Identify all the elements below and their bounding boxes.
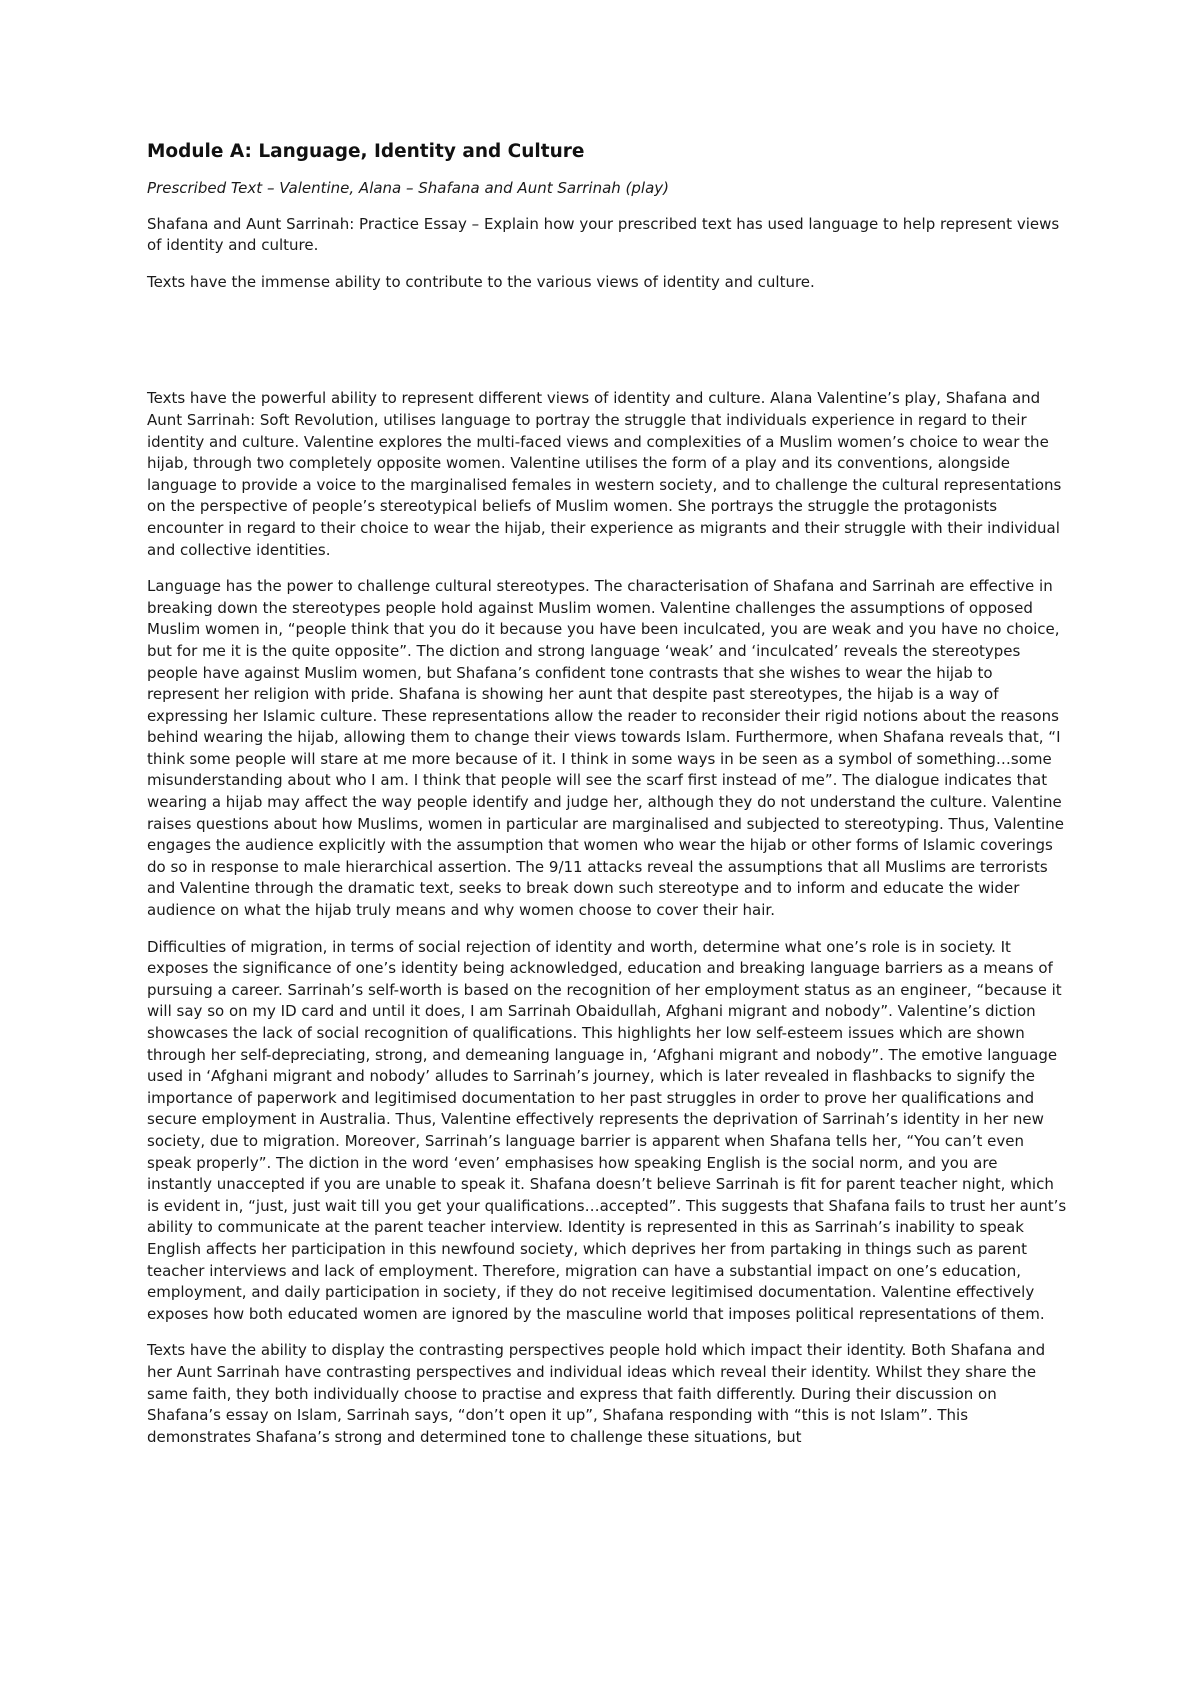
- essay-paragraph-1: Texts have the powerful ability to represent different views of identity and culture. Alana Valentine’s play, Shafana and Aunt Sarrinah: Soft Revolution, utilises language to portray the struggle that individuals experience in regard to their identity and culture. Valentine explores the multi-faced views and complexities of a Muslim women’s choice to wear the hijab, through two completely opposite women. Valentine utilises the form of a play and its conventions, alongside language to provide a voice to the marginalised females in western society, and to challenge the cultural representations on the perspective of people’s stereotypical beliefs of Muslim women. She portrays the struggle the protagonists encounter in regard to their choice to wear the hijab, their experience as migrants and their struggle with their individual and collective identities.: [147, 389, 1062, 559]
- essay-paragraph-4: Texts have the ability to display the contrasting perspectives people hold which impact their identity. Both Shafana and her Aunt Sarrinah have contrasting perspectives and individual ideas which reveal their identity. Whilst they share the same faith, they both individually choose to practise and express that faith differently. During their discussion on Shafana’s essay on Islam, Sarrinah says, “don’t open it up”, Shafana responding with “this is not Islam”. This demonstrates Shafana’s strong and determined tone to challenge these situations, but: [147, 1341, 1046, 1446]
- essay-prompt: Shafana and Aunt Sarrinah: Practice Essay – Explain how your prescribed text has used language to help represent views of identity and culture.: [147, 214, 1060, 255]
- blank-space: [147, 293, 1067, 388]
- essay-paragraph-2: Language has the power to challenge cultural stereotypes. The characterisation of Shafana and Sarrinah are effective in breaking down the stereotypes people hold against Muslim women. Valentine challenges the assumptions of opposed Muslim women in, “people think that you do it because you have been inculcated, you are weak and you have no choice, but for me it is the quite opposite”. The diction and strong language ‘weak’ and ‘inculcated’ reveals the stereotypes people have against Muslim women, but Shafana’s confident tone contrasts that she wishes to wear the hijab to represent her religion with pride. Shafana is showing her aunt that despite past stereotypes, the hijab is a way of expressing her Islamic culture. These representations allow the reader to reconsider their rigid notions about the reasons behind wearing the hijab, allowing them to change their views towards Islam. Furthermore, when Shafana reveals that, “I think some people will stare at me more because of it. I think in some ways in be seen as a symbol of something…some misunderstanding about who I am. I think that people will see the scarf first instead of me”. The dialogue indicates that wearing a hijab may affect the way people identify and judge her, although they do not understand the culture. Valentine raises questions about how Muslims, women in particular are marginalised and subjected to stereotyping. Thus, Valentine engages the audience explicitly with the assumption that women who wear the hijab or other forms of Islamic coverings do so in response to male hierarchical assertion. The 9/11 attacks reveal the assumptions that all Muslims are terrorists and Valentine through the dramatic text, seeks to break down such stereotype and to inform and educate the wider audience on what the hijab truly means and why women choose to cover their hair.: [147, 577, 1065, 920]
- intro-sentence: Texts have the immense ability to contribute to the various views of identity and culture.: [147, 272, 815, 291]
- essay-paragraph-3: Difficulties of migration, in terms of social rejection of identity and worth, determine what one’s role is in society. It exposes the significance of one’s identity being acknowledged, education and breaking language barriers as a means of pursuing a career. Sarrinah’s self-worth is based on the recognition of her employment status as an engineer, “because it will say so on my ID card and until it does, I am Sarrinah Obaidullah, Afghani migrant and nobody”. Valentine’s diction showcases the lack of social recognition of qualifications. This highlights her low self-esteem issues which are shown through her self-depreciating, strong, and demeaning language in, ‘Afghani migrant and nobody”. The emotive language used in ‘Afghani migrant and nobody’ alludes to Sarrinah’s journey, which is later revealed in flashbacks to signify the importance of paperwork and legitimised documentation to her past struggles in order to prove her qualifications and secure employment in Australia. Thus, Valentine effectively represents the deprivation of Sarrinah’s identity in her new society, due to migration. Moreover, Sarrinah’s language barrier is apparent when Shafana tells her, “You can’t even speak properly”. The diction in the word ‘even’ emphasises how speaking English is the social norm, and you are instantly unaccepted if you are unable to speak it. Shafana doesn’t believe Sarrinah is fit for parent teacher night, which is evident in, “just, just wait till you get your qualifications…accepted”. This suggests that Shafana fails to trust her aunt’s ability to communicate at the parent teacher interview. Identity is represented in this as Sarrinah’s inability to speak English affects her participation in this newfound society, which deprives her from partaking in things such as parent teacher interviews and lack of employment. Therefore, migration can have a substantial impact on one’s education, employment, and daily participation in society, if they do not receive legitimised documentation. Valentine effectively exposes how both educated women are ignored by the masculine world that imposes political representations of them.: [147, 937, 1067, 1323]
- document-title: Module A: Language, Identity and Culture: [147, 141, 585, 162]
- document-page: [147, 140, 1067, 1463]
- prescribed-text-line: Prescribed Text – Valentine, Alana – Shafana and Aunt Sarrinah (play): [147, 179, 670, 197]
